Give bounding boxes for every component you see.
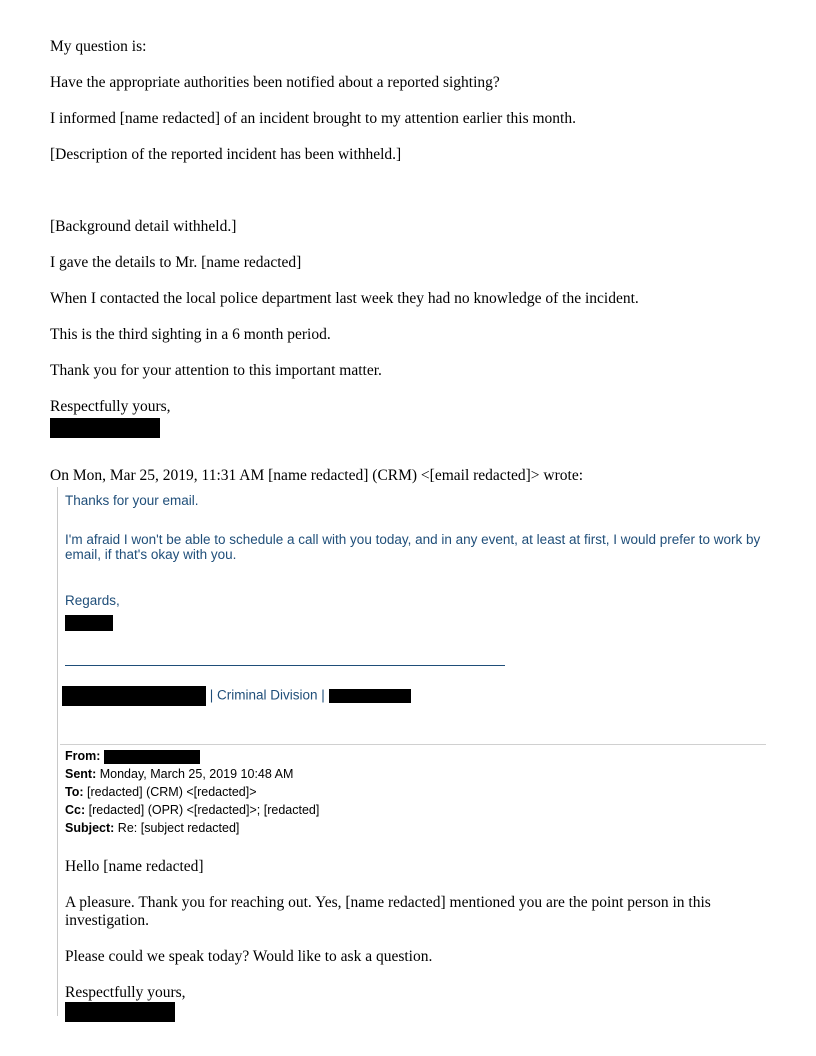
- original-signature-redaction: [65, 1002, 175, 1022]
- signature-phone-redaction: [329, 689, 411, 703]
- reply-body: I'm afraid I won't be able to schedule a call with you today, and in any event, at least at first, I would prefer to work by email, if that's okay with you.: [65, 532, 761, 562]
- gave-details-text: I gave the details to Mr. [name redacted]: [50, 254, 302, 271]
- subject-value: Re: [subject redacted]: [117, 821, 240, 835]
- signature-rule: [65, 665, 505, 666]
- details-paragraph: [Description of the reported incident has been withheld.]: [50, 146, 402, 163]
- question-text: Have the appropriate authorities been notified about a reported sighting?: [50, 74, 500, 91]
- please-text: Please could we speak today? Would like to ask a question.: [65, 948, 433, 965]
- cc-value: [redacted] (OPR) <[redacted]>; [redacted]: [88, 803, 320, 817]
- signature-name-redaction: [62, 686, 206, 706]
- third-sighting-text: This is the third sighting in a 6 month period.: [50, 326, 331, 343]
- hello-text: Hello [name redacted]: [65, 858, 204, 875]
- reply-signature-redaction: [65, 615, 113, 631]
- from-label: From:: [65, 749, 101, 763]
- police-text: When I contacted the local police department last week they had no knowledge of the incident.: [50, 290, 639, 307]
- reply-thanks: Thanks for your email.: [65, 493, 199, 508]
- to-label: To:: [65, 785, 84, 799]
- sent-value: Monday, March 25, 2019 10:48 AM: [99, 767, 294, 781]
- reply-header: On Mon, Mar 25, 2019, 11:31 AM [name redacted] (CRM) <[email redacted]> wrote:: [50, 467, 584, 484]
- subject-label: Subject:: [65, 821, 115, 835]
- reply-regards: Regards,: [65, 593, 120, 608]
- cc-label: Cc:: [65, 803, 86, 817]
- question-intro: My question is:: [50, 38, 147, 55]
- background-text: [Background detail withheld.]: [50, 218, 237, 235]
- signoff-text: Respectfully yours,: [50, 398, 171, 415]
- division-label: | Criminal Division |: [209, 687, 325, 703]
- to-value: [redacted] (CRM) <[redacted]>: [87, 785, 257, 799]
- thanks-text: Thank you for your attention to this important matter.: [50, 362, 382, 379]
- quoted-thread: [57, 487, 58, 1016]
- informed-text: I informed [name redacted] of an incident brought to my attention earlier this month.: [50, 110, 576, 127]
- pleasure-text: A pleasure. Thank you for reaching out. Yes, [name redacted] mentioned you are the point person in this investigation.: [65, 894, 711, 929]
- sent-label: Sent:: [65, 767, 97, 781]
- header-separator: [60, 744, 766, 745]
- original-signoff: Respectfully yours,: [65, 984, 186, 1001]
- signature-redaction: [50, 418, 160, 438]
- from-redaction: [104, 750, 200, 764]
